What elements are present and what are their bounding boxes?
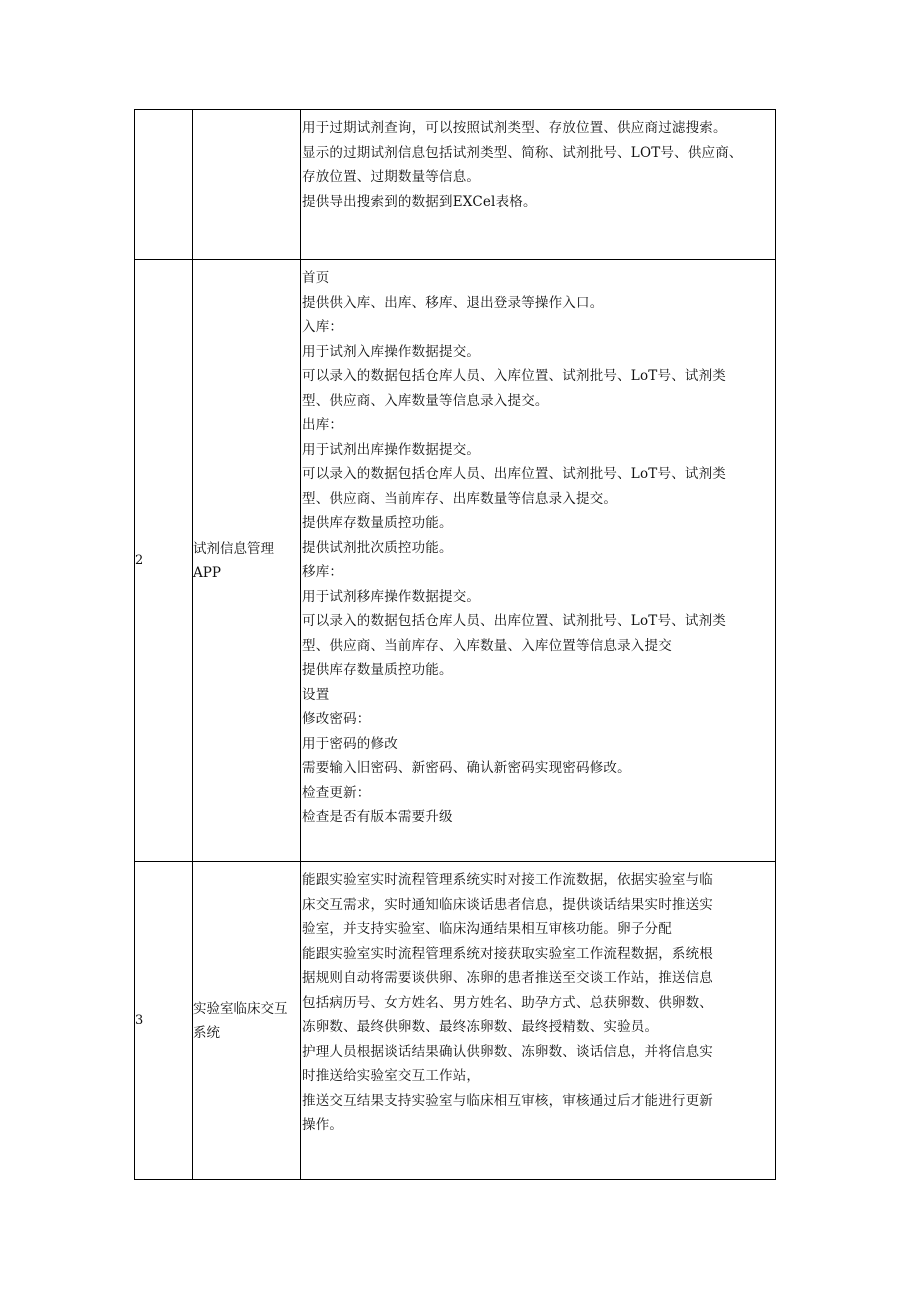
description-line: 出库： [302,417,344,433]
description-line: 用于密码的修改 [302,735,398,752]
description-line: 冻卵数、最终供卵数、最终冻卵数、最终授精数、实验员。 [302,1019,659,1035]
description-line: 型、供应商、当前库存、入库数量、入库位置等信息录入提交 [302,637,672,654]
description-line: 用于试剂入库操作数据提交。 [302,343,481,360]
row-number-cell: 3 [135,862,193,1180]
description-line: 可以录入的数据包括仓库人员、出库位置、试剂批号、LoT号、试剂类 [302,613,726,629]
description-line: 推送交互结果支持实验室与临床相互审核，审核通过后才能进行更新 [302,1092,713,1109]
description-line: 可以录入的数据包括仓库人员、出库位置、试剂批号、LoT号、试剂类 [302,466,726,482]
module-name-cell: 实验室临床交互系统 [193,862,301,1180]
description-line: 提供导出搜索到的数据到EXCel表格。 [302,193,537,210]
description-line: 验室，并支持实验室、临床沟通结果相互审核功能。卵子分配 [302,921,672,937]
description-line: 检查是否有版本需要升级 [302,809,453,825]
table-row [135,260,776,862]
description-line: 操作。 [302,1117,344,1133]
module-name-cell [193,110,301,260]
description-line: 入库： [302,319,344,335]
description-line: 用于过期试剂查询，可以按照试剂类型、存放位置、供应商过滤搜索。 [302,120,727,136]
description-line: 首页 [302,270,330,286]
description-line: 床交互需求，实时通知临床谈话患者信息，提供谈话结果实时推送实 [302,896,713,913]
description-line: 型、供应商、入库数量等信息录入提交。 [302,392,549,409]
description-line: 据规则自动将需要谈供卵、冻卵的患者推送至交谈工作站，推送信息 [302,970,713,986]
description-line: 可以录入的数据包括仓库人员、入库位置、试剂批号、LoT号、试剂类 [302,368,726,384]
description-line: 用于试剂出库操作数据提交。 [302,441,481,458]
table-row [135,110,776,260]
function-spec-table [134,109,776,1180]
table-row [135,862,776,1180]
description-line: 提供供入库、出库、移库、退出登录等操作入口。 [302,294,604,311]
description-line: 提供库存数量质控功能。 [302,662,453,678]
description-line: 显示的过期试剂信息包括试剂类型、简称、试剂批号、LOT号、供应商、 [302,144,743,161]
description-line: 时推送给实验室交互工作站， [302,1068,481,1084]
module-name-cell: 试剂信息管理APP [193,260,301,862]
description-line: 移库： [302,564,344,580]
description-line: 设置 [302,686,330,703]
description-line: 能跟实验室实时流程管理系统对接获取实验室工作流程数据，系统根 [302,945,713,962]
description-line: 用于试剂移库操作数据提交。 [302,588,481,605]
description-cell [301,862,776,1180]
description-line: 需要输入旧密码、新密码、确认新密码实现密码修改。 [302,760,631,776]
description-line: 存放位置、过期数量等信息。 [302,169,481,185]
description-line: 护理人员根据谈话结果确认供卵数、冻卵数、谈话信息，并将信息实 [302,1043,713,1060]
row-number-cell: 2 [135,260,193,862]
description-cell [301,110,776,260]
description-line: 包括病历号、女方姓名、男方姓名、助孕方式、总获卵数、供卵数、 [302,994,713,1011]
description-cell [301,260,776,862]
description-line: 型、供应商、当前库存、出库数量等信息录入提交。 [302,490,618,507]
description-line: 提供试剂批次质控功能。 [302,539,453,556]
description-line: 检查更新： [302,784,371,801]
description-line: 能跟实验室实时流程管理系统实时对接工作流数据，依据实验室与临 [302,872,713,888]
description-line: 提供库存数量质控功能。 [302,515,453,531]
row-number-cell [135,110,193,260]
description-line: 修改密码： [302,711,371,727]
